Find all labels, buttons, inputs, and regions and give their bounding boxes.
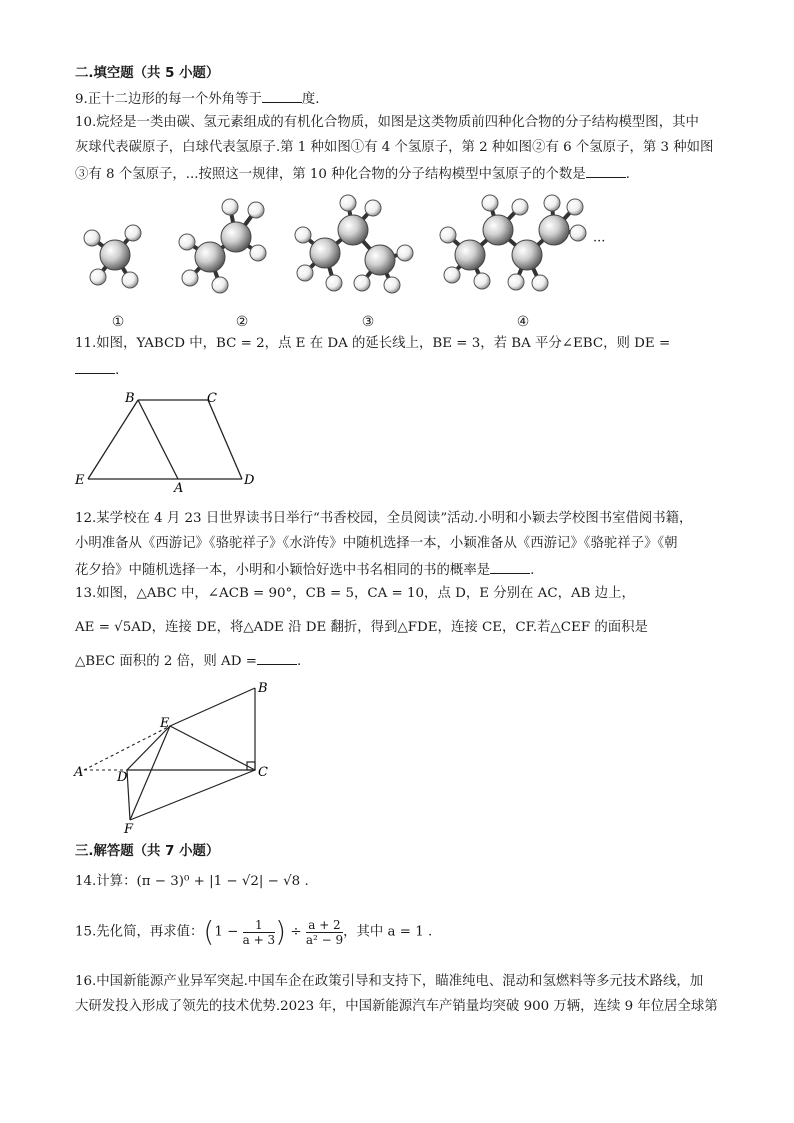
fraction-1-denominator: a + 3 (242, 932, 276, 947)
parallelogram-figure (70, 385, 270, 500)
q13-answer-blank[interactable] (257, 650, 297, 665)
molecule-3 (295, 195, 413, 293)
fraction-1 (243, 918, 275, 947)
q13-line-1: 13.如图，△ABC 中，∠ACB = 90°，CB = 5，CA = 10，点 D，E 分别在 AC，AB 边上， (75, 586, 635, 601)
question-9 (75, 88, 320, 110)
figure-label-4: ④ (516, 314, 530, 330)
q9-tail: 度. (301, 92, 320, 107)
q10-answer-blank[interactable] (586, 163, 626, 178)
q10-line-3-text: ③有 8 个氢原子，...按照这一规律，第 10 种化合物的分子结构模型中氢原子的个数是 (75, 167, 586, 182)
q10-line-2: 灰球代表碳原子，白球代表氢原子.第 1 种如图①有 4 个氢原子，第 2 种如图②有 6 个氢原子，第 3 种如图 (75, 140, 714, 155)
point-D: D (244, 473, 255, 488)
question-15 (75, 912, 432, 952)
point-C: C (207, 391, 217, 406)
q15-divide: ÷ (290, 924, 302, 940)
q10-tail: . (625, 167, 630, 182)
q13-line-3-text: △BEC 面积的 2 倍，则 AD = (75, 654, 257, 669)
q12-line-2: 小明准备从《西游记》《骆驼祥子》《水浒传》中随机选择一本，小颖准备从《西游记》《骆驼祥子》《朝 (75, 536, 678, 551)
q16-line-2: 大研发投入形成了领先的技术优势.2023 年，中国新能源汽车产销量均突破 900 万辆，连续 9 年位居全球第 (75, 999, 718, 1014)
point-B: B (125, 391, 135, 406)
point-C: C (258, 765, 268, 780)
q13-line-2: AE = √5AD，连接 DE，将△ADE 沿 DE 翻折，得到△FDE，连接 CE，CF.若△CEF 的面积是 (75, 620, 648, 635)
q12-tail: . (530, 563, 535, 578)
point-D: D (117, 770, 128, 785)
close-paren: ) (275, 915, 287, 948)
question-12-line-3 (75, 559, 534, 581)
figure-label-1: ① (111, 314, 125, 330)
q15-prefix: 15.先化简，再求值： (75, 924, 204, 940)
q12-line-1: 12.某学校在 4 月 23 日世界读书日举行“书香校园，全员阅读”活动.小明和小颖去学校图书室借阅书籍， (75, 511, 693, 526)
question-10-line-3 (75, 163, 630, 185)
question-14: 14.计算：(π − 3)⁰ + |1 − √2| − √8 . (75, 874, 309, 889)
section-3-heading: 三.解答题（共 7 小题） (75, 844, 220, 859)
q15-one-minus: 1 − (214, 924, 239, 940)
fraction-1-numerator: 1 (243, 918, 275, 933)
q11-line-1: 11.如图，YABCD 中，BC = 2，点 E 在 DA 的延长线上，BE = 3，若 BA 平分∠EBC，则 DE = (75, 336, 671, 351)
section-2-heading: 二.填空题（共 5 小题） (75, 66, 220, 81)
q12-line-3-text: 花夕拾》中随机选择一本，小明和小颖恰好选中书名相同的书的概率是 (75, 563, 491, 578)
question-11-line-2 (75, 359, 119, 381)
figure-label-3: ③ (361, 314, 375, 330)
point-A: A (174, 481, 184, 496)
point-B: B (258, 681, 268, 696)
q9-answer-blank[interactable] (262, 88, 302, 103)
q15-suffix: ，其中 a = 1 . (343, 924, 433, 940)
molecule-1 (84, 225, 141, 288)
q9-text: 9.正十二边形的每一个外角等于 (75, 92, 262, 107)
open-paren: ( (203, 915, 215, 948)
q13-tail: . (296, 654, 302, 669)
molecule-figure (70, 185, 630, 335)
fraction-2-numerator: a + 2 (306, 918, 343, 933)
fraction-2-denominator: a² − 9 (305, 932, 344, 947)
triangle-figure (70, 678, 285, 838)
q11-answer-blank[interactable] (75, 359, 115, 374)
q12-answer-blank[interactable] (490, 559, 530, 574)
figure-label-2: ② (235, 314, 249, 330)
q16-line-1: 16.中国新能源产业异军突起.中国车企在政策引导和支持下，瞄准纯电、混动和氢燃料等多元技术路线，加 (75, 974, 704, 989)
q10-line-1: 10.烷烃是一类由碳、氢元素组成的有机化合物质，如图是这类物质前四种化合物的分子结构模型图，其中 (75, 115, 699, 130)
question-13-line-3 (75, 650, 301, 672)
fraction-2 (306, 918, 343, 947)
point-E: E (75, 473, 85, 488)
point-A: A (74, 765, 84, 780)
q11-tail: . (115, 363, 120, 378)
point-F: F (124, 822, 134, 837)
molecule-ellipsis: ··· (593, 234, 606, 249)
point-E: E (160, 716, 170, 731)
